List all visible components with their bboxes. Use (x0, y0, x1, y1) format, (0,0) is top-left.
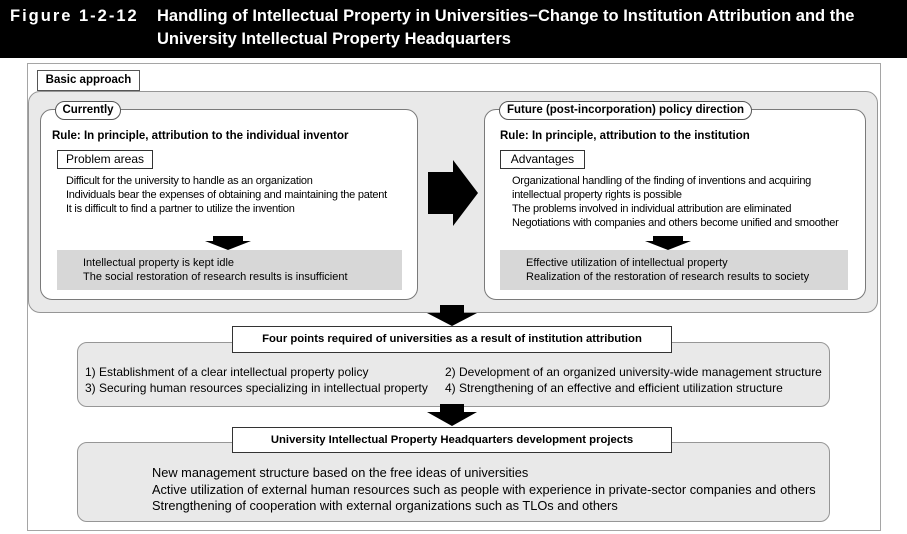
advantage-point: intellectual property rights is possible (512, 189, 682, 201)
down-arrow-icon (427, 404, 477, 427)
problem-point: It is difficult to find a partner to utilize the invention (66, 203, 295, 215)
current-result-box (57, 250, 402, 290)
down-arrow-shape (427, 404, 477, 426)
headquarters-title: University Intellectual Property Headquarters development projects (232, 427, 672, 453)
down-arrow-icon (205, 236, 251, 250)
advantages-label: Advantages (500, 150, 585, 169)
current-result-line: Intellectual property is kept idle (83, 257, 235, 269)
advantage-point: The problems involved in individual attribution are eliminated (512, 203, 792, 215)
problem-areas-label: Problem areas (57, 150, 153, 169)
down-arrow-shape (645, 236, 691, 250)
problem-point: Individuals bear the expenses of obtaining and maintaining the patent (66, 189, 387, 201)
future-tag: Future (post-incorporation) policy direction (499, 101, 752, 120)
future-rule: Rule: In principle, attribution to the institution (500, 130, 750, 142)
headquarters-item: Strengthening of cooperation with external organizations such as TLOs and others (152, 498, 618, 513)
down-arrow-icon (645, 236, 691, 250)
future-result-line: Realization of the restoration of research results to society (526, 271, 810, 283)
four-points-item: 1) Establishment of a clear intellectual property policy (85, 365, 369, 379)
right-arrow-icon (427, 158, 479, 228)
headquarters-item: New management structure based on the free ideas of universities (152, 465, 529, 480)
right-arrow-shape (428, 160, 478, 226)
down-arrow-shape (427, 305, 477, 326)
current-result-line: The social restoration of research results is insufficient (83, 271, 348, 283)
headquarters-item: Active utilization of external human resources such as people with experience in private-sector companies and others (152, 482, 816, 497)
down-arrow-icon (427, 305, 477, 327)
figure-title-line-1: Handling of Intellectual Property in Universities−Change to Institution Attribution and the (157, 7, 855, 25)
figure-header (0, 0, 907, 58)
down-arrow-shape (205, 236, 251, 250)
figure-title-line-2: University Intellectual Property Headquarters (157, 30, 511, 48)
four-points-item: 4) Strengthening of an effective and efficient utilization structure (445, 381, 783, 395)
four-points-item: 2) Development of an organized university-wide management structure (445, 365, 822, 379)
future-result-line: Effective utilization of intellectual property (526, 257, 728, 269)
problem-point: Difficult for the university to handle as an organization (66, 175, 313, 187)
four-points-item: 3) Securing human resources specializing in intellectual property (85, 381, 428, 395)
figure-number: Figure 1-2-12 (10, 7, 139, 25)
current-rule: Rule: In principle, attribution to the individual inventor (52, 130, 349, 142)
advantage-point: Negotiations with companies and others become unified and smoother (512, 217, 839, 229)
four-points-title: Four points required of universities as a result of institution attribution (232, 326, 672, 353)
basic-approach-label: Basic approach (37, 70, 140, 91)
current-tag: Currently (55, 101, 121, 120)
advantage-point: Organizational handling of the finding of inventions and acquiring (512, 175, 812, 187)
future-result-box (500, 250, 848, 290)
